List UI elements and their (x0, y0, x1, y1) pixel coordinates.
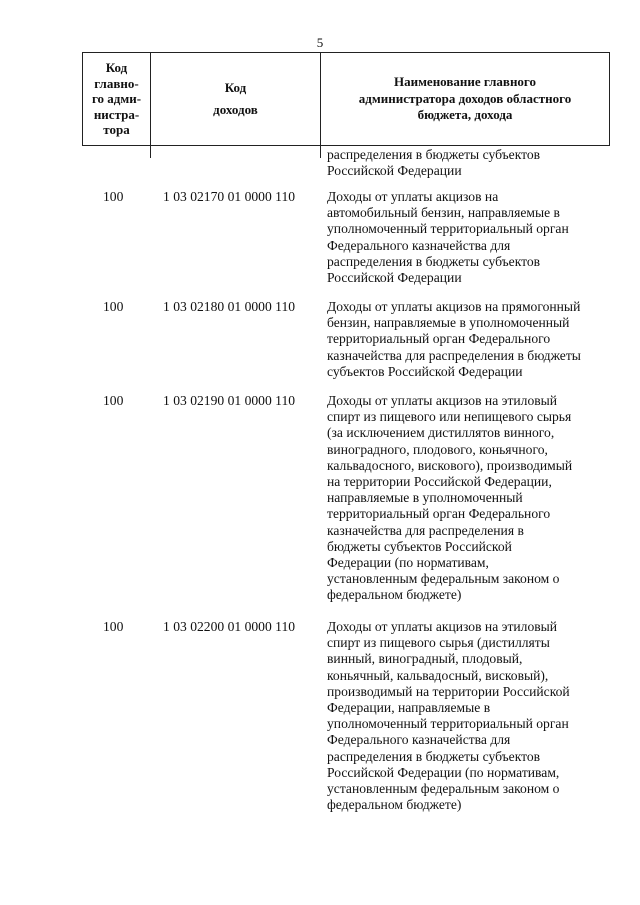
column-divider (150, 146, 151, 158)
admin-code: 100 (103, 189, 124, 204)
income-code: 1 03 02180 01 0000 110 (163, 299, 296, 314)
income-name: Доходы от уплаты акцизов на этиловый спирт из пищевого или непищевого сырья (за исключением дистиллятов винного, виноградного, плодового, коньячного, кальвадосного, вискового), производимый на территории Российской Федерации, направляемые в уполномоченный территориальный орган Федерального казначейства для распределения в бюджеты субъектов Российской Федерации (по нормативам, установленным федеральным законом о федеральном бюджете) (327, 393, 573, 603)
column-divider (320, 146, 321, 158)
header-income-code: Код доходов (151, 53, 321, 145)
income-code: 1 03 02170 01 0000 110 (163, 189, 296, 204)
income-name: Доходы от уплаты акцизов на этиловый спирт из пищевого сырья (дистилляты винный, виноградный, плодовый, коньячный, кальвадосный, висковый), производимый на территории Российской Федерации, направляемые в уполномоченный территориальный орган Федерального казначейства для распределения в бюджеты субъектов Российской Федерации (по нормативам, установленным федеральным законом о федеральном бюджете) (327, 619, 570, 813)
header-admin-code: Код главно- го адми- нистра- тора (83, 53, 151, 145)
continuation-text: распределения в бюджеты субъектов Российской Федерации (327, 147, 541, 179)
page-number: 5 (316, 35, 324, 50)
admin-code: 100 (103, 393, 124, 408)
income-name: Доходы от уплаты акцизов на автомобильный бензин, направляемые в уполномоченный территориальный орган Федерального казначейства для распределения в бюджеты субъектов Российской Федерации (327, 189, 569, 286)
header-name: Наименование главного администратора доходов областного бюджета, дохода (358, 74, 572, 123)
admin-code: 100 (103, 619, 124, 634)
income-code: 1 03 02200 01 0000 110 (163, 619, 296, 634)
income-code: 1 03 02190 01 0000 110 (163, 393, 296, 408)
table-header (82, 52, 610, 146)
admin-code: 100 (103, 299, 124, 314)
income-name: Доходы от уплаты акцизов на прямогонный бензин, направляемые в уполномоченный территориальный орган Федерального казначейства для распределения в бюджеты субъектов Российской Федерации (327, 299, 581, 379)
